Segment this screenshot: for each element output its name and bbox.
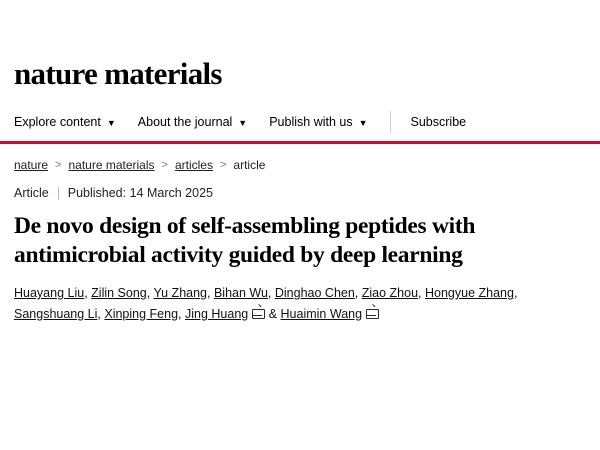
author-separator: , xyxy=(84,286,92,301)
nav-label-explore-content: Explore content xyxy=(14,115,101,129)
main-navigation xyxy=(0,107,600,137)
chevron-down-icon: ▼ xyxy=(106,117,116,128)
chevron-down-icon: ▼ xyxy=(238,117,248,128)
nav-item-explore-content[interactable] xyxy=(14,115,116,129)
author-link[interactable]: Jing Huang xyxy=(184,306,249,321)
author-link[interactable]: Yu Zhang xyxy=(153,286,207,301)
breadcrumb-separator: > xyxy=(55,159,62,171)
nav-item-subscribe[interactable] xyxy=(411,115,467,129)
author-link[interactable]: Hongyue Zhang xyxy=(424,286,514,301)
chevron-down-icon: ▼ xyxy=(358,117,368,128)
author-list xyxy=(14,283,586,324)
author-separator: , xyxy=(207,286,214,301)
author-link[interactable]: Ziao Zhou xyxy=(361,286,419,301)
breadcrumb xyxy=(0,144,600,172)
author-link[interactable]: Huaimin Wang xyxy=(280,306,363,321)
nav-label-about-the-journal: About the journal xyxy=(137,115,233,129)
author-separator: , xyxy=(418,286,425,301)
author-link[interactable]: Sangshuang Li xyxy=(14,306,98,321)
author-link[interactable]: Dinghao Chen xyxy=(274,286,355,301)
author-separator: , xyxy=(513,286,518,301)
article-meta xyxy=(0,172,600,200)
article-type: Article xyxy=(14,186,49,200)
breadcrumb-item-articles[interactable]: articles xyxy=(174,158,213,172)
nav-divider xyxy=(390,111,391,133)
breadcrumb-item-article: article xyxy=(233,158,266,172)
author-link[interactable]: Huayang Liu xyxy=(14,286,85,301)
article-published-date: Published: 14 March 2025 xyxy=(67,186,213,200)
nav-item-about-the-journal[interactable] xyxy=(138,115,247,129)
author-separator: , xyxy=(178,306,185,321)
page-title: De novo design of self-assembling peptides with antimicrobial activity guided by deep learning xyxy=(14,213,476,268)
breadcrumb-separator: > xyxy=(161,159,168,171)
author-separator: , xyxy=(267,286,275,301)
nav-item-publish-with-us[interactable] xyxy=(269,115,367,129)
nav-label-subscribe: Subscribe xyxy=(410,115,467,129)
author-link[interactable]: Zilin Song xyxy=(91,286,147,301)
author-separator: , xyxy=(354,286,362,301)
author-link[interactable]: Xinping Feng xyxy=(104,306,179,321)
breadcrumb-item-nature[interactable]: nature xyxy=(14,158,49,172)
top-spacer xyxy=(0,0,600,28)
nav-label-publish-with-us: Publish with us xyxy=(269,115,353,129)
author-separator: , xyxy=(146,286,154,301)
breadcrumb-item-nature-materials[interactable]: nature materials xyxy=(68,158,155,172)
author-separator: & xyxy=(265,306,281,321)
breadcrumb-separator: > xyxy=(219,159,227,171)
author-separator: , xyxy=(97,306,105,321)
site-masthead xyxy=(0,28,600,93)
envelope-icon[interactable] xyxy=(366,309,379,319)
journal-logo[interactable]: nature materials xyxy=(14,56,222,91)
envelope-icon[interactable] xyxy=(252,309,265,319)
meta-divider xyxy=(58,187,59,200)
author-link[interactable]: Bihan Wu xyxy=(213,286,268,301)
